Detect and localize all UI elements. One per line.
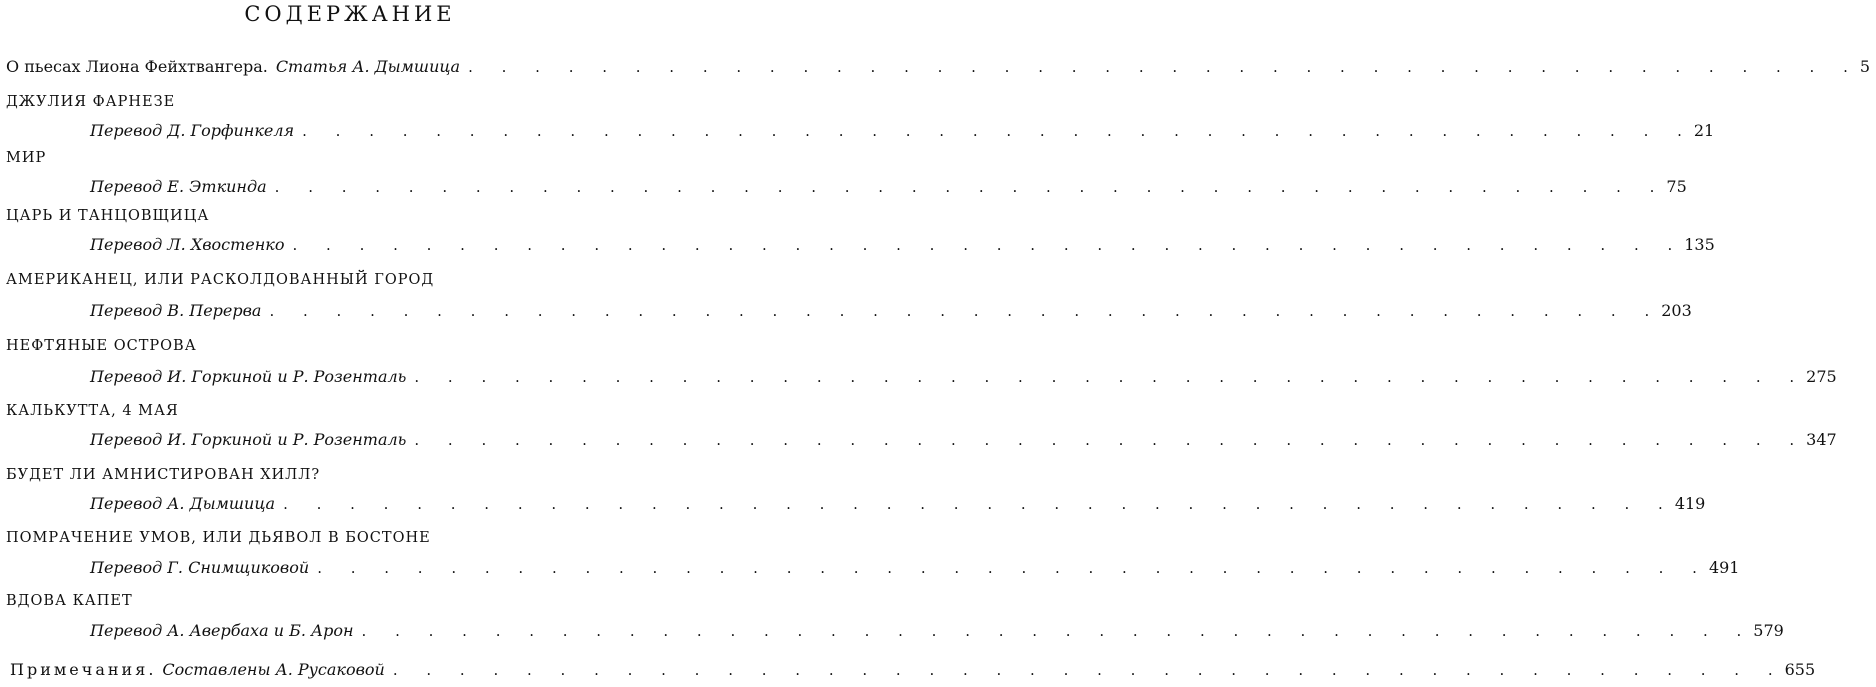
play-title: КАЛЬКУТТА, 4 МАЯ [6,403,179,419]
entry-author: Статья А. Дымшица [275,57,461,76]
toc-entry[interactable] [0,425,1837,455]
translator: Перевод Д. Горфинкеля [90,121,295,140]
translator: Перевод А. Авербаха и Б. Арон [90,621,354,640]
toc-entry[interactable] [0,362,1837,392]
entry-title: О пьесах Лиона Фейхтвангера. [6,57,268,76]
leader-dots: . . . . . . . . . . . . . . . . . . . . . . . . . . . . . . . . . . . . . . . . . . [274,178,1667,196]
translator: Перевод И. Горкиной и Р. Розенталь [90,430,407,449]
page-number: 491 [1708,558,1740,577]
leader-dots: . . . . . . . . . . . . . . . . . . . . . . . . . . . . . . . . . . . . . . . . . . [361,622,1754,640]
toc-heading [0,87,700,117]
leader-dots: . . . . . . . . . . . . . . . . . . . . . . . . . . . . . . . . . . . . . . . . . . [302,122,1694,140]
translator: Перевод Е. Эткинда [90,177,267,196]
toc-heading [0,396,700,426]
page-title: СОДЕРЖАНИЕ [244,2,456,26]
play-title: МИР [6,150,47,166]
toc-heading [0,143,700,173]
leader-dots: . . . . . . . . . . . . . . . . . . . . . . . . . . . . . . . . . . . . . . . . . . [317,559,1709,577]
leader-dots: . . . . . . . . . . . . . . . . . . . . . . . . . . . . . . . . . . . . . . . . . . [269,302,1662,320]
toc-heading [0,460,700,490]
play-title: ПОМРАЧЕНИЕ УМОВ, ИЛИ ДЬЯВОЛ В БОСТОНЕ [6,530,431,546]
toc-heading [0,331,700,361]
toc-heading [0,201,700,231]
toc-entry[interactable] [0,489,1706,519]
play-title: ЦАРЬ И ТАНЦОВЩИЦА [6,208,210,224]
page-number: 419 [1674,494,1706,513]
page-number: 75 [1666,177,1687,196]
translator: Перевод В. Перерва [90,301,262,320]
page-number: 347 [1806,430,1837,449]
translator: Перевод Л. Хвостенко [90,235,285,254]
leader-dots: . . . . . . . . . . . . . . . . . . . . . . . . . . . . . . . . . . . . . . . . . . [468,58,1860,76]
translator: Перевод А. Дымшица [90,494,276,513]
play-title: БУДЕТ ЛИ АМНИСТИРОВАН ХИЛЛ? [6,467,321,483]
toc-heading [0,523,700,553]
toc-entry[interactable] [0,230,1715,260]
translator: Перевод И. Горкиной и Р. Розенталь [90,367,407,386]
leader-dots: . . . . . . . . . . . . . . . . . . . . . . . . . . . . . . . . . . . . . . . . . . [414,431,1807,449]
leader-dots: . . . . . . . . . . . . . . . . . . . . . . . . . . . . . . . . . . . . . . . . . . [292,236,1685,254]
page-number: 275 [1806,367,1837,386]
toc-entry[interactable] [0,172,1687,202]
toc-entry[interactable] [0,616,1784,646]
leader-dots: . . . . . . . . . . . . . . . . . . . . . . . . . . . . . . . . . . . . . . . . . . [414,368,1807,386]
play-title: ВДОВА КАПЕТ [6,593,133,609]
page-number: 135 [1684,235,1715,254]
leader-dots: . . . . . . . . . . . . . . . . . . . . . . . . . . . . . . . . . . . . . . . . . . [392,661,1785,679]
entry-author: Составлены А. Русаковой [162,660,385,679]
toc-entry-notes[interactable] [0,655,1816,685]
page-number: 579 [1753,621,1784,640]
translator: Перевод Г. Снимщиковой [90,558,310,577]
toc-entry[interactable] [0,296,1692,326]
toc-entry-intro[interactable] [0,52,1871,82]
page-number: 203 [1661,301,1692,320]
play-title: ДЖУЛИЯ ФАРНЕЗЕ [6,94,176,110]
play-title: НЕФТЯНЫЕ ОСТРОВА [6,338,197,354]
leader-dots: . . . . . . . . . . . . . . . . . . . . . . . . . . . . . . . . . . . . . . . . . . [283,495,1675,513]
toc-heading [0,265,700,295]
page-number: 655 [1784,660,1816,679]
toc-entry[interactable] [0,553,1740,583]
page-number: 21 [1693,121,1715,140]
entry-title: Примечания. [10,660,157,679]
toc-entry[interactable] [0,116,1715,146]
play-title: АМЕРИКАНЕЦ, ИЛИ РАСКОЛДОВАННЫЙ ГОРОД [6,272,435,288]
toc-heading [0,586,700,616]
page-number: 5 [1859,57,1871,76]
